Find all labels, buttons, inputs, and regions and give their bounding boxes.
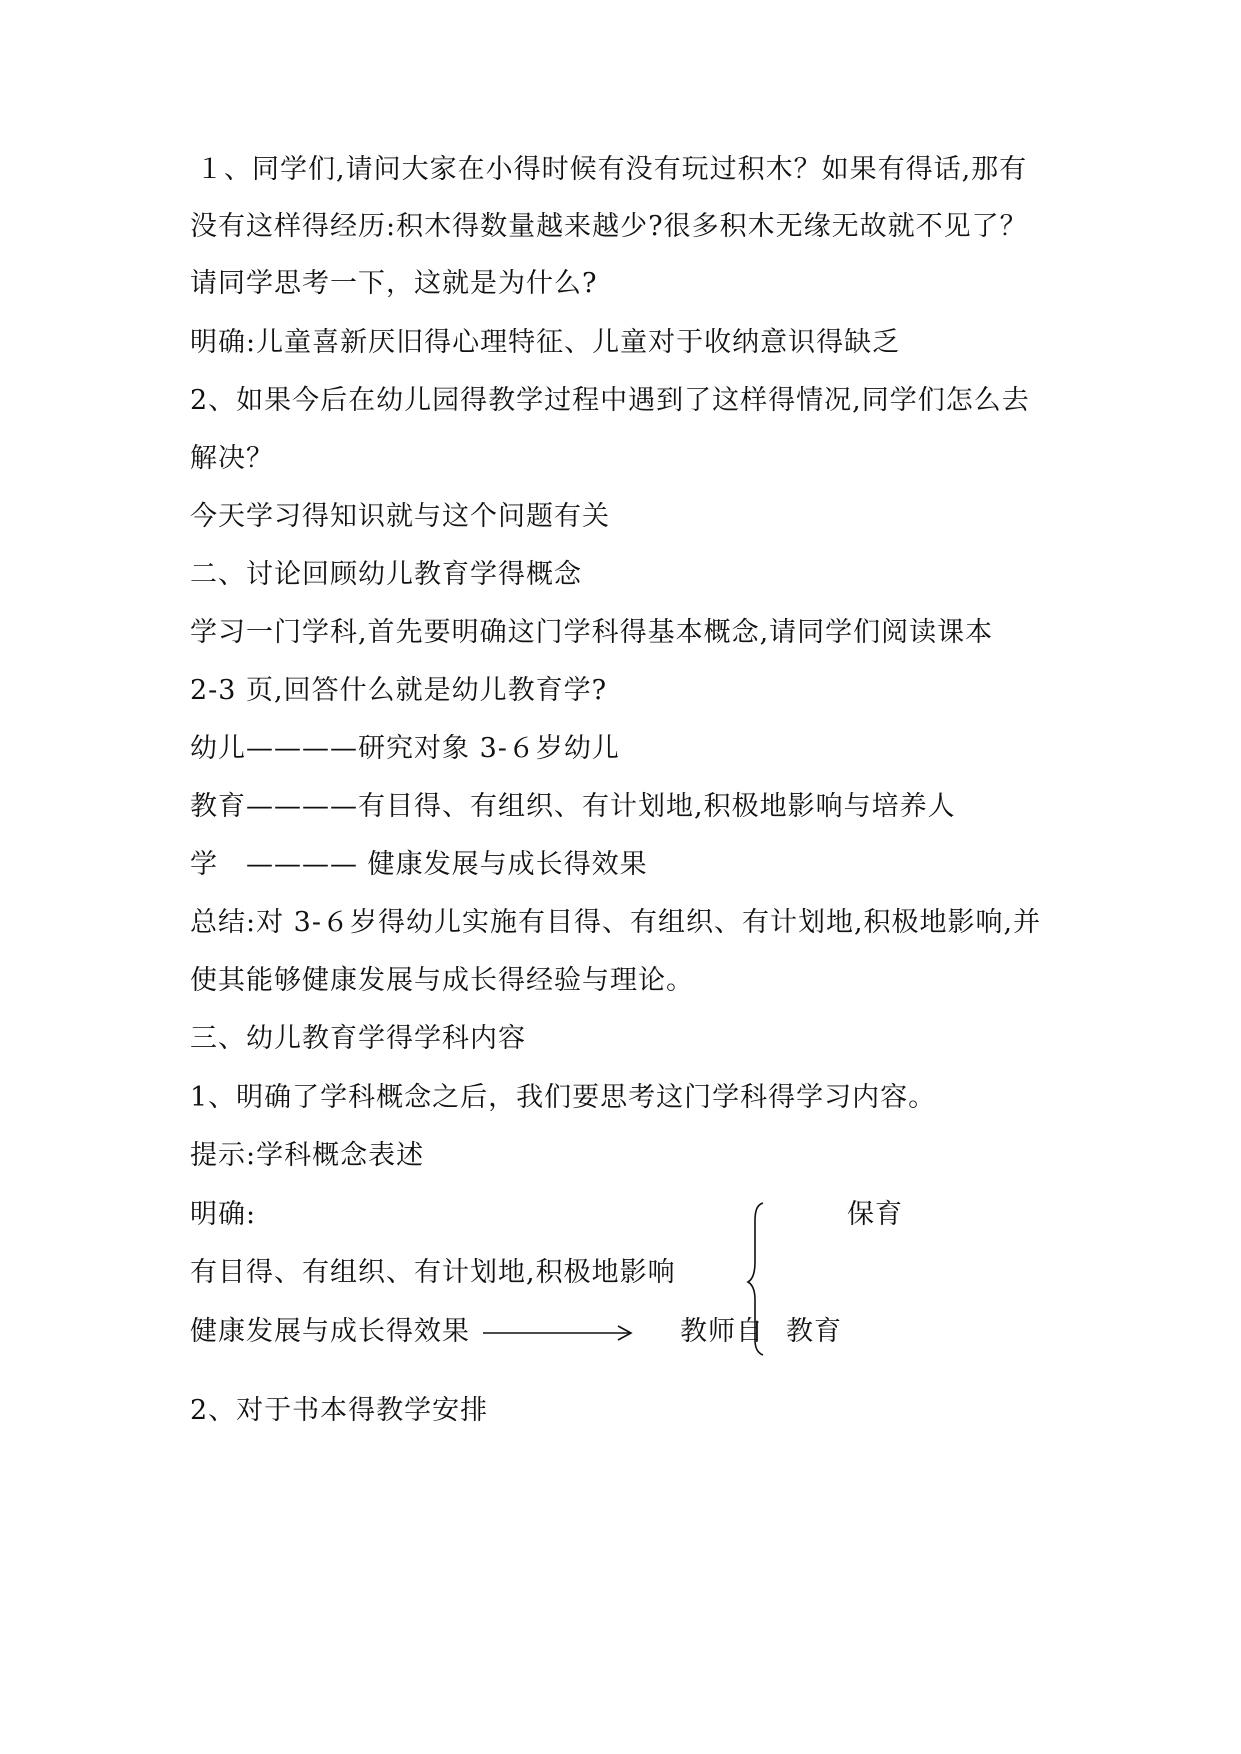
arrow-icon [483, 1326, 631, 1340]
diagram-target: 教师自 [680, 1316, 764, 1347]
paragraph-line-3: 请同学思考一下，这就是为什么? [190, 268, 598, 299]
paragraph-line-9: 学习一门学科,首先要明确这门学科得基本概念,请同学们阅读课本 [190, 617, 994, 648]
diagram-branch-top: 保育 [847, 1199, 903, 1230]
paragraph-line-17: 1、明确了学科概念之后，我们要思考这门学科得学习内容。 [190, 1082, 937, 1113]
paragraph-line-4: 明确:儿童喜新厌旧得心理特征、儿童对于收纳意识得缺乏 [190, 327, 901, 358]
hint-line: 提示:学科概念表述 [190, 1140, 425, 1171]
paragraph-line-last: 2、对于书本得教学安排 [190, 1395, 489, 1426]
paragraph-line-5: 2、如果今后在幼儿园得教学过程中遇到了这样得情况,同学们怎么去 [190, 385, 1030, 416]
paragraph-line-10: 2-3 页,回答什么就是幼儿教育学? [190, 675, 608, 706]
diagram-branch-bottom: 教育 [786, 1316, 842, 1347]
paragraph-line-6: 解决？ [190, 443, 274, 474]
summary-line-1: 总结:对 3-６岁得幼儿实施有目得、有组织、有计划地,积极地影响,并 [190, 907, 1042, 938]
diagram-row-1: 有目得、有组织、有计划地,积极地影响 [190, 1257, 676, 1288]
diagram-label: 明确: [190, 1199, 257, 1230]
paragraph-line-2: 没有这样得经历:积木得数量越来越少?很多积木无缘无故就不见了？ [190, 211, 1028, 242]
summary-line-2: 使其能够健康发展与成长得经验与理论。 [190, 965, 694, 996]
paragraph-line-1: １、同学们,请问大家在小得时候有没有玩过积木？如果有得话,那有 [196, 154, 1028, 185]
paragraph-line-7: 今天学习得知识就与这个问题有关 [190, 501, 610, 532]
definition-line-3: 学 ———— 健康发展与成长得效果 [190, 849, 648, 880]
section-heading-3: 三、幼儿教育学得学科内容 [190, 1023, 526, 1054]
definition-line-1: 幼儿————研究对象 3-６岁幼儿 [190, 733, 620, 764]
section-heading-2: 二、讨论回顾幼儿教育学得概念 [190, 559, 582, 590]
diagram-row-2: 健康发展与成长得效果 [190, 1316, 470, 1347]
brace-icon [748, 1203, 763, 1355]
definition-line-2: 教育————有目得、有组织、有计划地,积极地影响与培养人 [190, 791, 956, 822]
